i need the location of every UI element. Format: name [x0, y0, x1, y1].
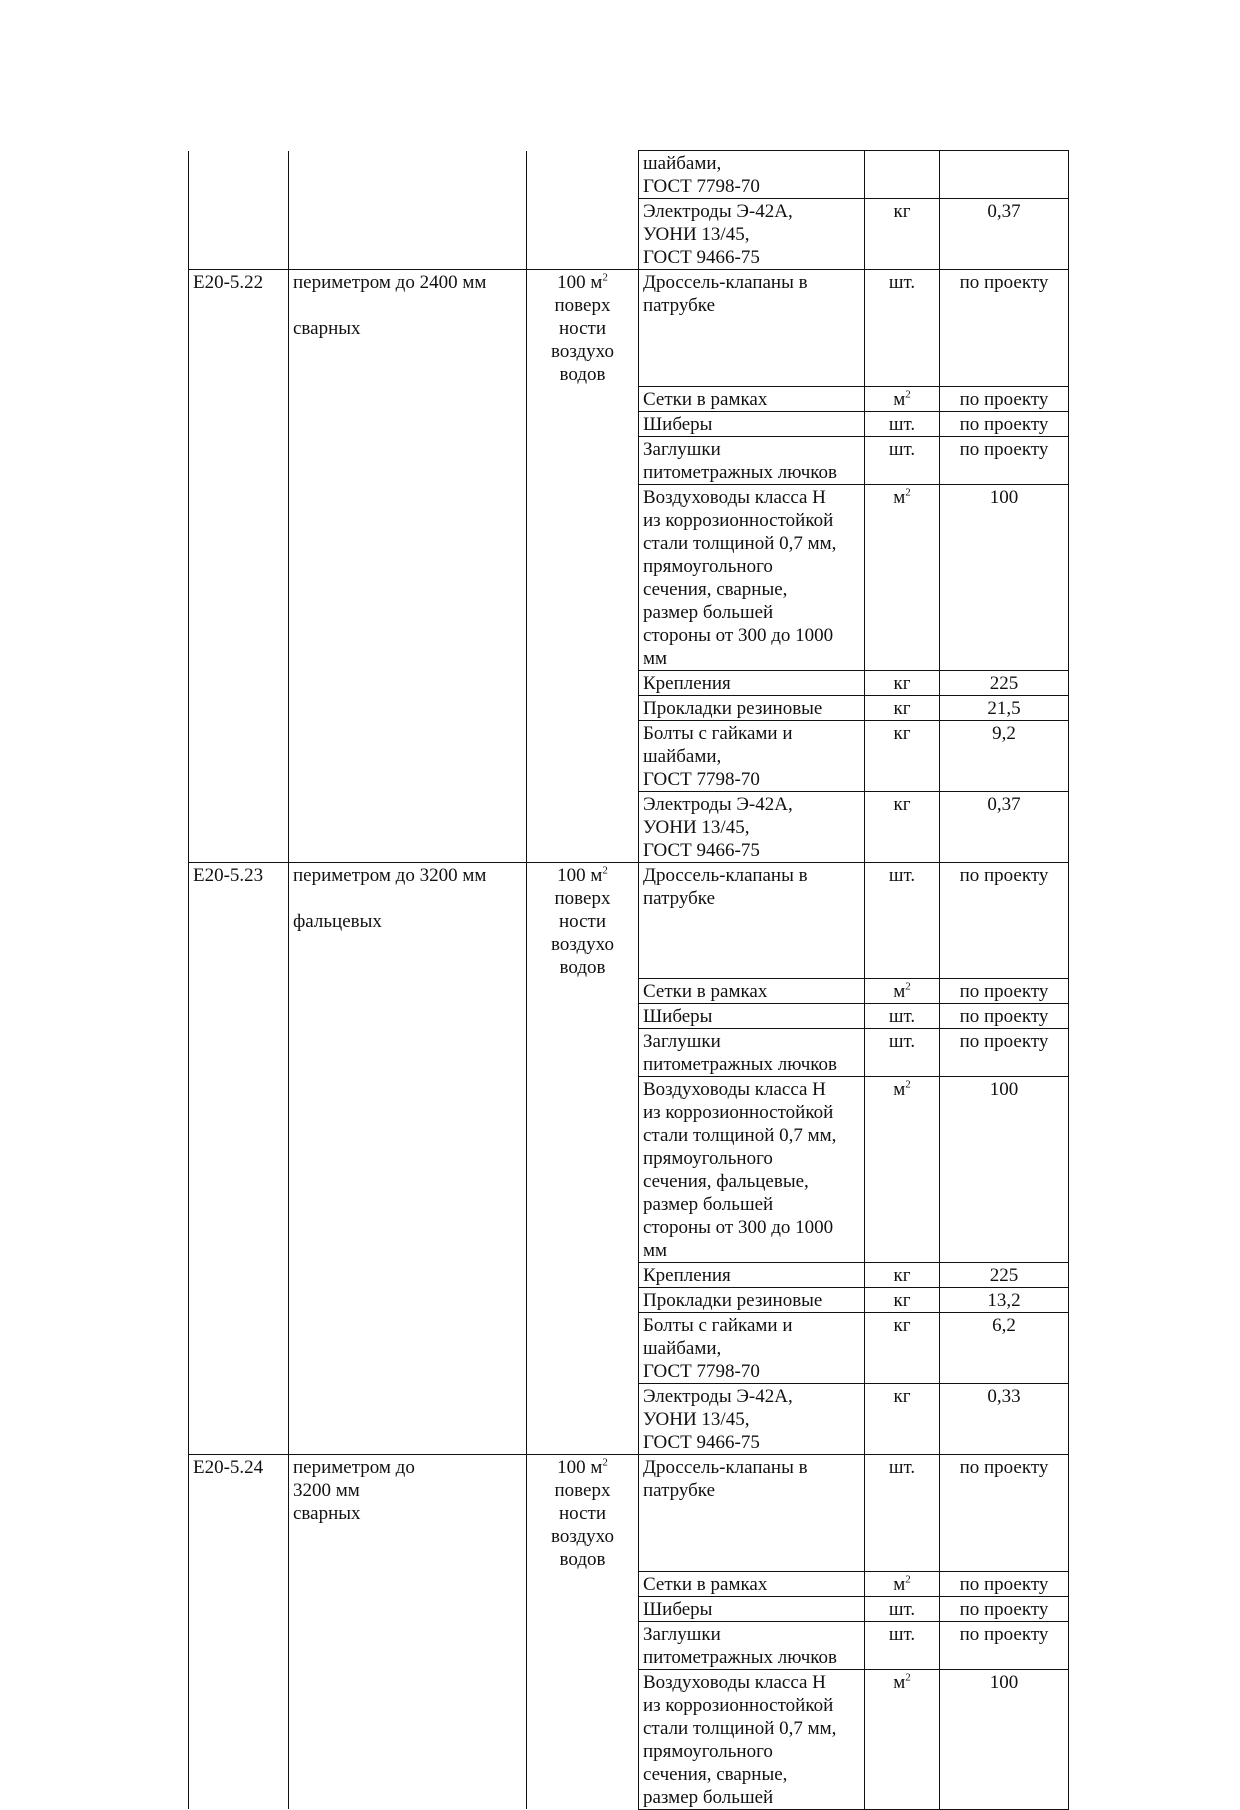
resource-name-cell: Болты с гайками и шайбами, ГОСТ 7798-70 [639, 720, 865, 791]
work-description-cell [289, 151, 527, 199]
resource-name-cell: Дроссель-клапаны в патрубке [639, 1455, 865, 1572]
norm-code-cell [189, 979, 289, 1004]
norm-code-cell [189, 1004, 289, 1029]
resource-unit-cell: шт. [865, 411, 940, 436]
measure-unit-cell [527, 1621, 639, 1669]
resource-quantity-cell: 225 [940, 670, 1069, 695]
norm-code-cell [189, 436, 289, 484]
resource-name-cell: шайбами, ГОСТ 7798-70 [639, 151, 865, 199]
table-row [189, 151, 1069, 199]
resource-name-cell: Сетки в рамках [639, 979, 865, 1004]
norm-code-cell [189, 1263, 289, 1288]
table-row [189, 484, 1069, 670]
resource-unit-cell: шт. [865, 436, 940, 484]
resource-quantity-cell: по проекту [940, 270, 1069, 387]
measure-unit-cell [527, 484, 639, 670]
norm-code-cell [189, 720, 289, 791]
resource-name-cell: Электроды Э-42А, УОНИ 13/45, ГОСТ 9466-75 [639, 199, 865, 270]
norm-code-cell [189, 1313, 289, 1384]
measure-unit-cell [527, 1263, 639, 1288]
resource-unit-cell: шт. [865, 1029, 940, 1077]
measure-unit-cell: 100 $м^2$ поверх ности воздухо водов [527, 270, 639, 387]
measure-unit-cell [527, 1004, 639, 1029]
resource-quantity-cell: по проекту [940, 411, 1069, 436]
work-description-cell [289, 1596, 527, 1621]
resource-unit-cell: шт. [865, 1455, 940, 1572]
resource-quantity-cell: по проекту [940, 1004, 1069, 1029]
resource-unit-cell: кг [865, 1313, 940, 1384]
resource-name-cell: Заглушки питометражных лючков [639, 1029, 865, 1077]
table-row [189, 720, 1069, 791]
table-row [189, 862, 1069, 979]
resource-unit-cell: $м^2$ [865, 1077, 940, 1263]
resource-name-cell: Крепления [639, 670, 865, 695]
table-row [189, 670, 1069, 695]
work-description-cell [289, 411, 527, 436]
table-row [189, 1004, 1069, 1029]
table-row [189, 1384, 1069, 1455]
measure-unit-cell [527, 720, 639, 791]
resource-unit-cell: кг [865, 1288, 940, 1313]
resource-name-cell: Болты с гайками и шайбами, ГОСТ 7798-70 [639, 1313, 865, 1384]
work-description-cell [289, 199, 527, 270]
resource-quantity-cell: по проекту [940, 1455, 1069, 1572]
resource-unit-cell: кг [865, 1263, 940, 1288]
work-description-cell [289, 1263, 527, 1288]
measure-unit-cell [527, 979, 639, 1004]
resource-name-cell: Электроды Э-42А, УОНИ 13/45, ГОСТ 9466-75 [639, 791, 865, 862]
work-description-cell [289, 1077, 527, 1263]
table-row [189, 411, 1069, 436]
measure-unit-cell [527, 1077, 639, 1263]
measure-unit-cell: 100 $м^2$ поверх ности воздухо водов [527, 1455, 639, 1572]
resource-unit-cell: шт. [865, 270, 940, 387]
resource-unit-cell [865, 151, 940, 199]
resource-unit-cell: кг [865, 199, 940, 270]
table-row [189, 1621, 1069, 1669]
work-description-cell [289, 1029, 527, 1077]
measure-unit-cell [527, 791, 639, 862]
work-description-cell: периметром до 3200 мм фальцевых [289, 862, 527, 979]
resource-unit-cell: шт. [865, 1621, 940, 1669]
measure-unit-cell [527, 1669, 639, 1809]
resource-quantity-cell: по проекту [940, 1596, 1069, 1621]
resource-name-cell: Воздуховоды класса Н из коррозионностойкой стали толщиной 0,7 мм, прямоугольного сечения, фальцевые, размер большей стороны от 300 до 1000 мм [639, 1077, 865, 1263]
resource-unit-cell: $м^2$ [865, 484, 940, 670]
resource-name-cell: Сетки в рамках [639, 386, 865, 411]
resource-name-cell: Дроссель-клапаны в патрубке [639, 270, 865, 387]
norm-code-cell [189, 1288, 289, 1313]
resource-unit-cell: кг [865, 670, 940, 695]
measure-unit-cell [527, 411, 639, 436]
work-description-cell [289, 436, 527, 484]
table-row [189, 791, 1069, 862]
resource-name-cell: Прокладки резиновые [639, 695, 865, 720]
resource-quantity-cell: 0,37 [940, 199, 1069, 270]
resource-unit-cell: кг [865, 1384, 940, 1455]
resource-unit-cell: кг [865, 791, 940, 862]
measure-unit-cell [527, 1571, 639, 1596]
norm-code-cell [189, 1669, 289, 1809]
resource-unit-cell: $м^2$ [865, 1669, 940, 1809]
work-description-cell [289, 1669, 527, 1809]
resource-name-cell: Прокладки резиновые [639, 1288, 865, 1313]
work-description-cell [289, 720, 527, 791]
resource-quantity-cell [940, 151, 1069, 199]
resource-unit-cell: $м^2$ [865, 1571, 940, 1596]
resource-quantity-cell: 13,2 [940, 1288, 1069, 1313]
work-description-cell [289, 695, 527, 720]
norm-code-cell [189, 791, 289, 862]
measure-unit-cell [527, 695, 639, 720]
resource-quantity-cell: 21,5 [940, 695, 1069, 720]
work-description-cell [289, 791, 527, 862]
norm-code-cell: Е20-5.24 [189, 1455, 289, 1572]
work-description-cell [289, 484, 527, 670]
table-row [189, 386, 1069, 411]
resource-quantity-cell: по проекту [940, 386, 1069, 411]
norm-code-cell [189, 151, 289, 199]
measure-unit-cell [527, 1029, 639, 1077]
work-description-cell: периметром до 3200 мм сварных [289, 1455, 527, 1572]
resource-quantity-cell: по проекту [940, 1571, 1069, 1596]
measure-unit-cell [527, 1313, 639, 1384]
resource-unit-cell: шт. [865, 1596, 940, 1621]
resource-unit-cell: $м^2$ [865, 979, 940, 1004]
resource-name-cell: Заглушки питометражных лючков [639, 436, 865, 484]
norm-code-cell [189, 411, 289, 436]
measure-unit-cell [527, 1384, 639, 1455]
norm-code-cell [189, 670, 289, 695]
table-row [189, 1596, 1069, 1621]
norms-table [188, 150, 1069, 1810]
work-description-cell: периметром до 2400 мм сварных [289, 270, 527, 387]
norm-code-cell [189, 1384, 289, 1455]
resource-name-cell: Дроссель-клапаны в патрубке [639, 862, 865, 979]
work-description-cell [289, 386, 527, 411]
measure-unit-cell [527, 1596, 639, 1621]
measure-unit-cell [527, 386, 639, 411]
table-row [189, 1669, 1069, 1809]
measure-unit-cell [527, 436, 639, 484]
resource-quantity-cell: 9,2 [940, 720, 1069, 791]
resource-quantity-cell: 100 [940, 1077, 1069, 1263]
table-row [189, 1029, 1069, 1077]
norm-code-cell [189, 1571, 289, 1596]
table-row [189, 1571, 1069, 1596]
resource-unit-cell: $м^2$ [865, 386, 940, 411]
measure-unit-cell: 100 $м^2$ поверх ности воздухо водов [527, 862, 639, 979]
work-description-cell [289, 1384, 527, 1455]
resource-quantity-cell: по проекту [940, 1029, 1069, 1077]
table-row [189, 1288, 1069, 1313]
resource-unit-cell: шт. [865, 1004, 940, 1029]
table-row [189, 270, 1069, 387]
resource-name-cell: Воздуховоды класса Н из коррозионностойкой стали толщиной 0,7 мм, прямоугольного сечения, сварные, размер большей стороны от 300 до 1000 мм [639, 484, 865, 670]
resource-name-cell: Шиберы [639, 1596, 865, 1621]
norm-code-cell [189, 484, 289, 670]
resource-name-cell: Воздуховоды класса Н из коррозионностойкой стали толщиной 0,7 мм, прямоугольного сечения, сварные, размер большей [639, 1669, 865, 1809]
resource-quantity-cell: 0,37 [940, 791, 1069, 862]
work-description-cell [289, 1288, 527, 1313]
resource-quantity-cell: 100 [940, 1669, 1069, 1809]
work-description-cell [289, 1571, 527, 1596]
resource-name-cell: Крепления [639, 1263, 865, 1288]
measure-unit-cell [527, 199, 639, 270]
resource-name-cell: Сетки в рамках [639, 1571, 865, 1596]
resource-quantity-cell: по проекту [940, 979, 1069, 1004]
resource-unit-cell: кг [865, 720, 940, 791]
work-description-cell [289, 979, 527, 1004]
table-row [189, 1077, 1069, 1263]
document-page [188, 150, 1068, 1810]
norm-code-cell [189, 1621, 289, 1669]
norm-code-cell: Е20-5.23 [189, 862, 289, 979]
measure-unit-cell [527, 151, 639, 199]
norm-code-cell [189, 386, 289, 411]
table-row [189, 1263, 1069, 1288]
work-description-cell [289, 1004, 527, 1029]
work-description-cell [289, 670, 527, 695]
resource-quantity-cell: 100 [940, 484, 1069, 670]
table-row [189, 436, 1069, 484]
measure-unit-cell [527, 670, 639, 695]
resource-name-cell: Заглушки питометражных лючков [639, 1621, 865, 1669]
norm-code-cell [189, 1029, 289, 1077]
table-row [189, 199, 1069, 270]
norm-code-cell [189, 695, 289, 720]
norm-code-cell: Е20-5.22 [189, 270, 289, 387]
resource-name-cell: Шиберы [639, 411, 865, 436]
resource-quantity-cell: по проекту [940, 1621, 1069, 1669]
resource-quantity-cell: 6,2 [940, 1313, 1069, 1384]
norm-code-cell [189, 199, 289, 270]
table-row [189, 695, 1069, 720]
norm-code-cell [189, 1077, 289, 1263]
measure-unit-cell [527, 1288, 639, 1313]
work-description-cell [289, 1313, 527, 1384]
table-row [189, 1313, 1069, 1384]
resource-quantity-cell: 225 [940, 1263, 1069, 1288]
resource-name-cell: Электроды Э-42А, УОНИ 13/45, ГОСТ 9466-75 [639, 1384, 865, 1455]
work-description-cell [289, 1621, 527, 1669]
resource-unit-cell: кг [865, 695, 940, 720]
resource-unit-cell: шт. [865, 862, 940, 979]
resource-quantity-cell: по проекту [940, 436, 1069, 484]
resource-quantity-cell: по проекту [940, 862, 1069, 979]
resource-quantity-cell: 0,33 [940, 1384, 1069, 1455]
table-row [189, 979, 1069, 1004]
table-row [189, 1455, 1069, 1572]
norm-code-cell [189, 1596, 289, 1621]
resource-name-cell: Шиберы [639, 1004, 865, 1029]
